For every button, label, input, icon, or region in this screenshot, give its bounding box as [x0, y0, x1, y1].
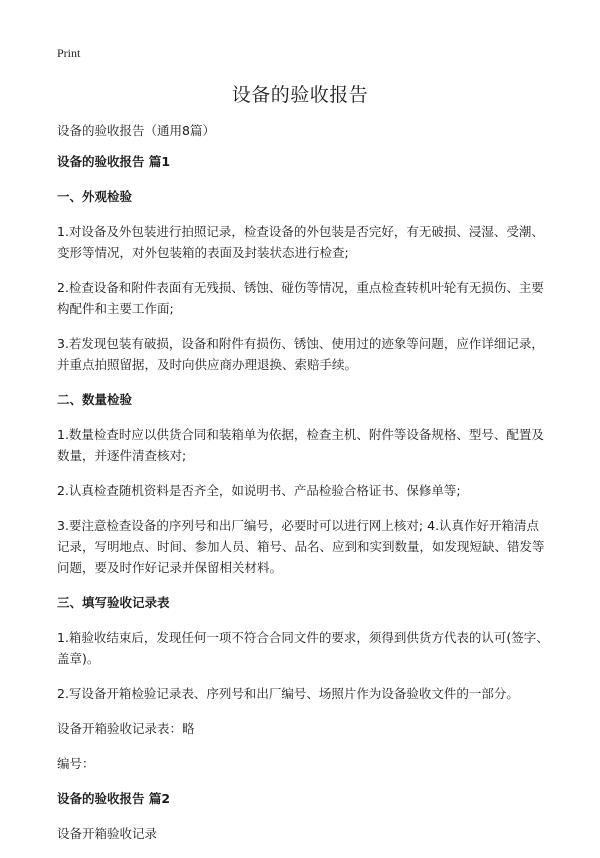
- document-title: 设备的验收报告: [231, 84, 369, 106]
- paragraph: 设备开箱验收记录表：略: [57, 721, 195, 736]
- document-subtitle: 设备的验收报告（通用8篇）: [57, 123, 215, 138]
- paragraph: 2.认真检查随机资料是否齐全，如说明书、产品检验合格证书、保修单等;: [57, 483, 461, 498]
- section-heading: 三、填写验收记录表: [57, 595, 170, 610]
- paragraph: 2.检查设备和附件表面有无残损、锈蚀、碰伤等情况，重点检查转机叶轮有无损伤、主要构配件和主要工作面;: [57, 280, 544, 316]
- paragraph: 1.数量检查时应以供货合同和装箱单为依据，检查主机、附件等设备规格、型号、配置及数量，并逐件清查核对;: [57, 427, 544, 463]
- paragraph: 3.要注意检查设备的序列号和出厂编号，必要时可以进行网上核对; 4.认真作好开箱清点记录，写明地点、时间、参加人员、箱号、品名、应到和实到数量，如发现短缺、错发等问题，要及时作好记录并保留相关材料。: [57, 518, 545, 575]
- section-heading: 一、外观检验: [57, 189, 133, 204]
- paragraph: 1.对设备及外包装进行拍照记录，检查设备的外包装是否完好，有无破损、浸湿、受潮、变形等情况，对外包装箱的表面及封装状态进行检查;: [57, 224, 544, 260]
- article-heading: 设备的验收报告 篇1: [57, 154, 171, 169]
- paragraph: 设备开箱验收记录: [57, 826, 158, 841]
- section-heading: 二、数量检验: [57, 392, 133, 407]
- paragraph: 编号：: [57, 756, 95, 771]
- paragraph: 2.写设备开箱检验记录表、序列号和出厂编号、场照片作为设备验收文件的一部分。: [57, 686, 519, 701]
- article-heading: 设备的验收报告 篇2: [57, 791, 171, 806]
- document-body: [57, 120, 550, 858]
- print-label: Print: [57, 46, 81, 60]
- paragraph: 3.若发现包装有破损，设备和附件有损伤、锈蚀、使用过的迹象等问题，应作详细记录，并重点拍照留据，及时向供应商办理退换、索赔手续。: [57, 336, 544, 372]
- paragraph: 1.箱验收结束后，发现任何一项不符合合同文件的要求，须得到供货方代表的认可(签字、盖章)。: [57, 630, 549, 666]
